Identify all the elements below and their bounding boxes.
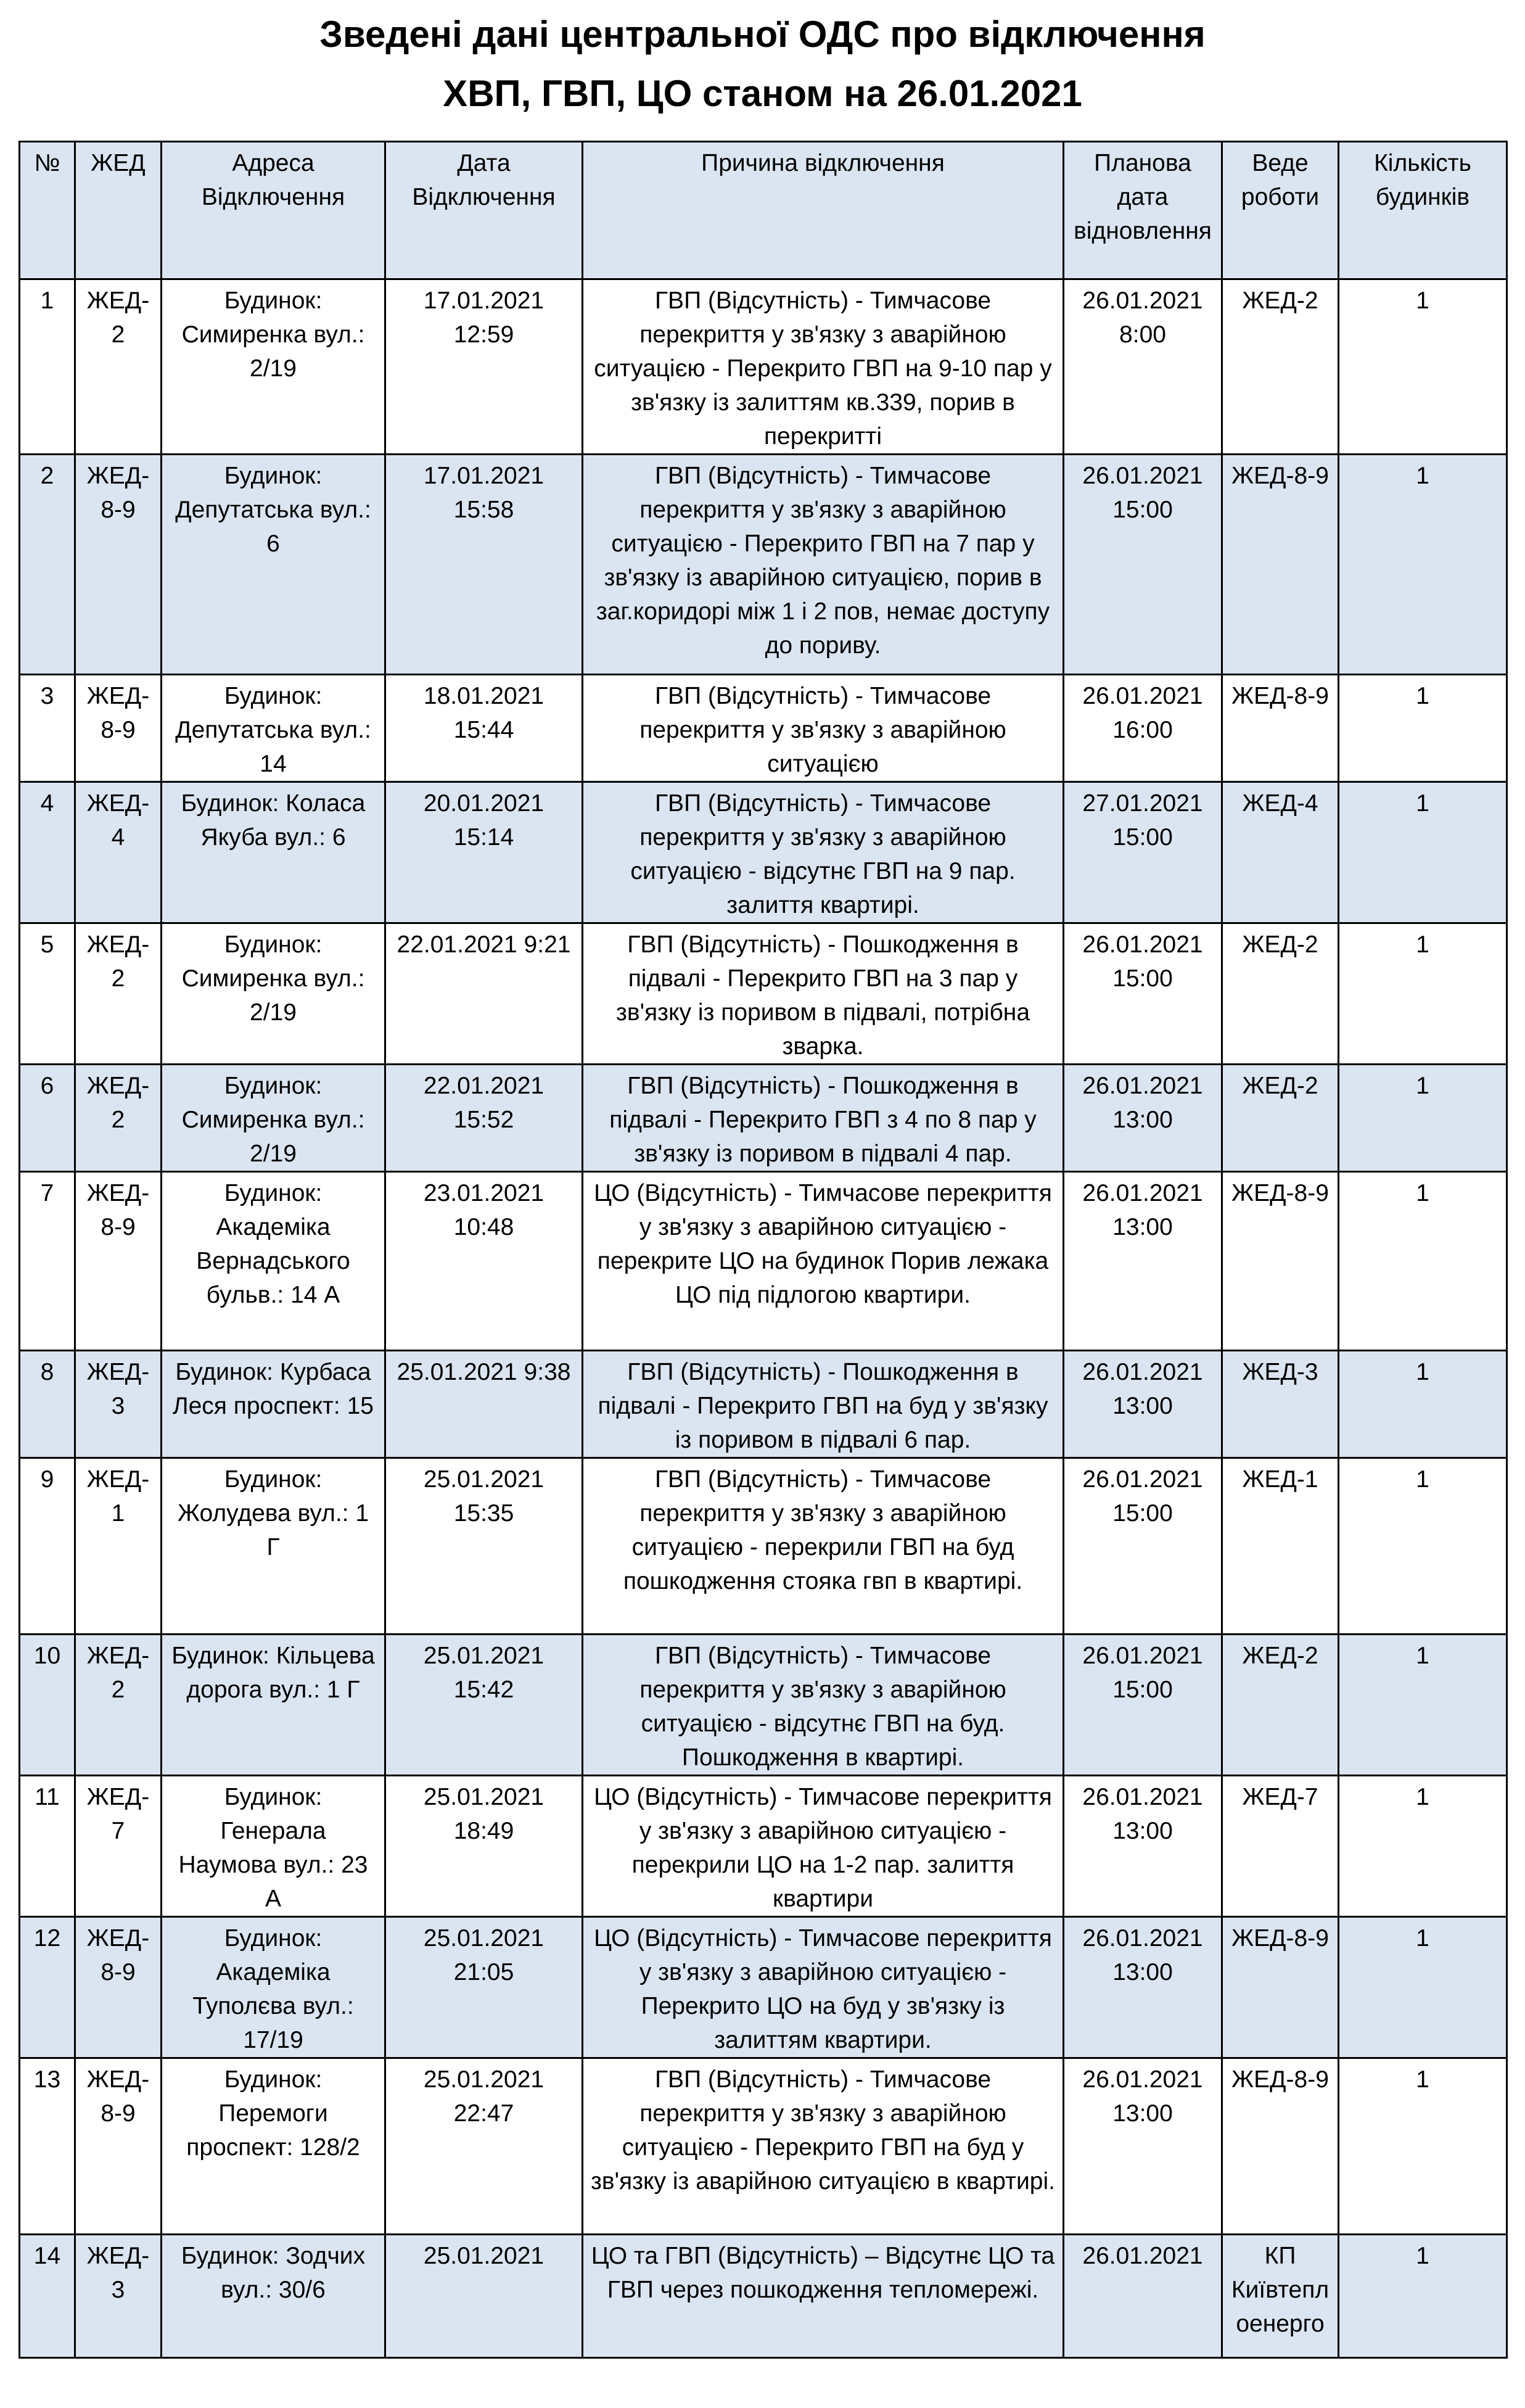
col-header-address: Адреса Відключення xyxy=(162,142,385,279)
cell-date: 25.01.2021 15:42 xyxy=(385,1635,583,1776)
table-row xyxy=(20,1635,1507,1776)
cell-reason: ГВП (Відсутність) - Тимчасове перекриття у зв'язку з аварійною ситуацією - відсутнє ГВП на 9 пар. залиття квартирі. xyxy=(583,782,1064,923)
cell-date: 18.01.2021 15:44 xyxy=(385,675,583,782)
table-row xyxy=(20,1065,1507,1172)
cell-count: 1 xyxy=(1339,455,1507,675)
cell-performer: ЖЕД-8-9 xyxy=(1222,675,1339,782)
cell-performer: ЖЕД-2 xyxy=(1222,923,1339,1065)
cell-reason: ЦО (Відсутність) - Тимчасове перекриття у зв'язку з аварійною ситуацією - перекрите ЦО на будинок Порив лежака ЦО під підлогою квартири. xyxy=(583,1172,1064,1351)
cell-count: 1 xyxy=(1339,279,1507,455)
cell-reason: ГВП (Відсутність) - Тимчасове перекриття у зв'язку з аварійною ситуацією xyxy=(583,675,1064,782)
cell-zhed: ЖЕД-8-9 xyxy=(75,675,162,782)
cell-date: 25.01.2021 21:05 xyxy=(385,1917,583,2058)
col-header-count: Кількість будинків xyxy=(1339,142,1507,279)
cell-zhed: ЖЕД-2 xyxy=(75,1065,162,1172)
table-row xyxy=(20,455,1507,675)
cell-zhed: ЖЕД-8-9 xyxy=(75,1917,162,2058)
cell-count: 1 xyxy=(1339,1458,1507,1635)
col-header-num: № xyxy=(20,142,75,279)
cell-zhed: ЖЕД-3 xyxy=(75,1351,162,1458)
cell-count: 1 xyxy=(1339,1635,1507,1776)
title-line-1: Зведені дані центральної ОДС про відключення xyxy=(319,14,1206,55)
cell-performer: ЖЕД-2 xyxy=(1222,1635,1339,1776)
cell-date: 22.01.2021 9:21 xyxy=(385,923,583,1065)
cell-reason: ЦО (Відсутність) - Тимчасове перекриття у зв'язку з аварійною ситуацією - перекрили ЦО на 1-2 пар. залиття квартири xyxy=(583,1776,1064,1917)
cell-address: Будинок: Депутатська вул.: 14 xyxy=(162,675,385,782)
cell-count: 1 xyxy=(1339,1917,1507,2058)
cell-planned: 26.01.2021 15:00 xyxy=(1064,1635,1222,1776)
cell-reason: ГВП (Відсутність) - Пошкодження в підвалі - Перекрито ГВП з 4 по 8 пар у зв'язку із поривом в підвалі 4 пар. xyxy=(583,1065,1064,1172)
cell-address: Будинок: Генерала Наумова вул.: 23 А xyxy=(162,1776,385,1917)
table-row xyxy=(20,675,1507,782)
report-title xyxy=(0,5,1525,123)
cell-performer: ЖЕД-8-9 xyxy=(1222,455,1339,675)
cell-reason: ГВП (Відсутність) - Тимчасове перекриття у зв'язку з аварійною ситуацією - Перекрито ГВП на 7 пар у зв'язку із аварійною ситуацією, порив в заг.коридорі між 1 і 2 пов, немає доступу до пориву. xyxy=(583,455,1064,675)
cell-date: 25.01.2021 9:38 xyxy=(385,1351,583,1458)
title-line-2: ХВП, ГВП, ЦО станом на 26.01.2021 xyxy=(443,73,1082,114)
cell-zhed: ЖЕД-8-9 xyxy=(75,455,162,675)
cell-address: Будинок: Курбаса Леся проспект: 15 xyxy=(162,1351,385,1458)
header-row xyxy=(20,142,1507,279)
cell-date: 25.01.2021 15:35 xyxy=(385,1458,583,1635)
cell-reason: ГВП (Відсутність) - Тимчасове перекриття у зв'язку з аварійною ситуацією - відсутнє ГВП на буд. Пошкодження в квартирі. xyxy=(583,1635,1064,1776)
cell-address: Будинок: Симиренка вул.: 2/19 xyxy=(162,279,385,455)
cell-address: Будинок: Академіка Вернадського бульв.: 14 А xyxy=(162,1172,385,1351)
cell-num: 11 xyxy=(20,1776,75,1917)
cell-zhed: ЖЕД-2 xyxy=(75,923,162,1065)
cell-count: 1 xyxy=(1339,1065,1507,1172)
cell-date: 25.01.2021 xyxy=(385,2235,583,2358)
cell-num: 9 xyxy=(20,1458,75,1635)
cell-num: 10 xyxy=(20,1635,75,1776)
cell-num: 3 xyxy=(20,675,75,782)
cell-count: 1 xyxy=(1339,782,1507,923)
cell-planned: 26.01.2021 13:00 xyxy=(1064,1172,1222,1351)
cell-planned: 27.01.2021 15:00 xyxy=(1064,782,1222,923)
table-row xyxy=(20,923,1507,1065)
col-header-reason: Причина відключення xyxy=(583,142,1064,279)
cell-planned: 26.01.2021 xyxy=(1064,2235,1222,2358)
cell-count: 1 xyxy=(1339,1351,1507,1458)
col-header-date: Дата Відключення xyxy=(385,142,583,279)
cell-reason: ГВП (Відсутність) - Пошкодження в підвалі - Перекрито ГВП на 3 пар у зв'язку із поривом в підвалі, потрібна зварка. xyxy=(583,923,1064,1065)
cell-num: 4 xyxy=(20,782,75,923)
table-row xyxy=(20,1776,1507,1917)
cell-num: 8 xyxy=(20,1351,75,1458)
table-row xyxy=(20,782,1507,923)
cell-zhed: ЖЕД-3 xyxy=(75,2235,162,2358)
cell-planned: 26.01.2021 13:00 xyxy=(1064,1917,1222,2058)
col-header-performer: Веде роботи xyxy=(1222,142,1339,279)
cell-planned: 26.01.2021 8:00 xyxy=(1064,279,1222,455)
col-header-planned: Планова дата відновлення xyxy=(1064,142,1222,279)
cell-zhed: ЖЕД-7 xyxy=(75,1776,162,1917)
cell-num: 12 xyxy=(20,1917,75,2058)
cell-planned: 26.01.2021 13:00 xyxy=(1064,2058,1222,2235)
cell-performer: КП Київтеплоенерго xyxy=(1222,2235,1339,2358)
cell-num: 7 xyxy=(20,1172,75,1351)
cell-address: Будинок: Академіка Туполєва вул.: 17/19 xyxy=(162,1917,385,2058)
cell-address: Будинок: Депутатська вул.: 6 xyxy=(162,455,385,675)
cell-address: Будинок: Коласа Якуба вул.: 6 xyxy=(162,782,385,923)
table-row xyxy=(20,1917,1507,2058)
cell-planned: 26.01.2021 15:00 xyxy=(1064,455,1222,675)
cell-planned: 26.01.2021 13:00 xyxy=(1064,1776,1222,1917)
cell-date: 22.01.2021 15:52 xyxy=(385,1065,583,1172)
cell-num: 1 xyxy=(20,279,75,455)
col-header-zhed: ЖЕД xyxy=(75,142,162,279)
cell-date: 20.01.2021 15:14 xyxy=(385,782,583,923)
cell-planned: 26.01.2021 15:00 xyxy=(1064,923,1222,1065)
cell-date: 25.01.2021 18:49 xyxy=(385,1776,583,1917)
cell-planned: 26.01.2021 13:00 xyxy=(1064,1351,1222,1458)
cell-date: 17.01.2021 12:59 xyxy=(385,279,583,455)
cell-address: Будинок: Кільцева дорога вул.: 1 Г xyxy=(162,1635,385,1776)
table-row xyxy=(20,2058,1507,2235)
cell-reason: ГВП (Відсутність) - Пошкодження в підвалі - Перекрито ГВП на буд у зв'язку із поривом в підвалі 6 пар. xyxy=(583,1351,1064,1458)
cell-num: 6 xyxy=(20,1065,75,1172)
cell-zhed: ЖЕД-2 xyxy=(75,279,162,455)
cell-zhed: ЖЕД-8-9 xyxy=(75,1172,162,1351)
cell-performer: ЖЕД-1 xyxy=(1222,1458,1339,1635)
cell-performer: ЖЕД-3 xyxy=(1222,1351,1339,1458)
cell-num: 13 xyxy=(20,2058,75,2235)
cell-date: 25.01.2021 22:47 xyxy=(385,2058,583,2235)
cell-count: 1 xyxy=(1339,1776,1507,1917)
cell-performer: ЖЕД-4 xyxy=(1222,782,1339,923)
cell-reason: ГВП (Відсутність) - Тимчасове перекриття у зв'язку з аварійною ситуацією - Перекрито ГВП на буд у зв'язку із аварійною ситуацією в квартирі. xyxy=(583,2058,1064,2235)
cell-address: Будинок: Зодчих вул.: 30/6 xyxy=(162,2235,385,2358)
cell-count: 1 xyxy=(1339,1172,1507,1351)
cell-num: 2 xyxy=(20,455,75,675)
cell-performer: ЖЕД-8-9 xyxy=(1222,1172,1339,1351)
table-row xyxy=(20,1172,1507,1351)
cell-date: 23.01.2021 10:48 xyxy=(385,1172,583,1351)
table-row xyxy=(20,279,1507,455)
cell-zhed: ЖЕД-4 xyxy=(75,782,162,923)
table-row xyxy=(20,2235,1507,2358)
cell-num: 14 xyxy=(20,2235,75,2358)
cell-reason: ЦО (Відсутність) - Тимчасове перекриття у зв'язку з аварійною ситуацією - Перекрито ЦО на буд у зв'язку із залиттям квартири. xyxy=(583,1917,1064,2058)
cell-count: 1 xyxy=(1339,923,1507,1065)
cell-reason: ЦО та ГВП (Відсутність) – Відсутнє ЦО та ГВП через пошкодження тепломережі. xyxy=(583,2235,1064,2358)
cell-address: Будинок: Симиренка вул.: 2/19 xyxy=(162,923,385,1065)
cell-count: 1 xyxy=(1339,2235,1507,2358)
cell-reason: ГВП (Відсутність) - Тимчасове перекриття у зв'язку з аварійною ситуацією - Перекрито ГВП на 9-10 пар у зв'язку із залиттям кв.339, порив в перекритті xyxy=(583,279,1064,455)
cell-performer: ЖЕД-8-9 xyxy=(1222,1917,1339,2058)
cell-count: 1 xyxy=(1339,675,1507,782)
cell-num: 5 xyxy=(20,923,75,1065)
cell-planned: 26.01.2021 13:00 xyxy=(1064,1065,1222,1172)
cell-planned: 26.01.2021 16:00 xyxy=(1064,675,1222,782)
cell-performer: ЖЕД-2 xyxy=(1222,279,1339,455)
table-row xyxy=(20,1351,1507,1458)
cell-zhed: ЖЕД-1 xyxy=(75,1458,162,1635)
cell-address: Будинок: Симиренка вул.: 2/19 xyxy=(162,1065,385,1172)
cell-planned: 26.01.2021 15:00 xyxy=(1064,1458,1222,1635)
cell-date: 17.01.2021 15:58 xyxy=(385,455,583,675)
cell-address: Будинок: Жолудева вул.: 1 Г xyxy=(162,1458,385,1635)
table-row xyxy=(20,1458,1507,1635)
cell-zhed: ЖЕД-8-9 xyxy=(75,2058,162,2235)
outages-table xyxy=(18,141,1508,2359)
cell-performer: ЖЕД-8-9 xyxy=(1222,2058,1339,2235)
cell-zhed: ЖЕД-2 xyxy=(75,1635,162,1776)
cell-performer: ЖЕД-2 xyxy=(1222,1065,1339,1172)
cell-count: 1 xyxy=(1339,2058,1507,2235)
cell-performer: ЖЕД-7 xyxy=(1222,1776,1339,1917)
cell-reason: ГВП (Відсутність) - Тимчасове перекриття у зв'язку з аварійною ситуацією - перекрили ГВП на буд пошкодження стояка гвп в квартирі. xyxy=(583,1458,1064,1635)
cell-address: Будинок: Перемоги проспект: 128/2 xyxy=(162,2058,385,2235)
